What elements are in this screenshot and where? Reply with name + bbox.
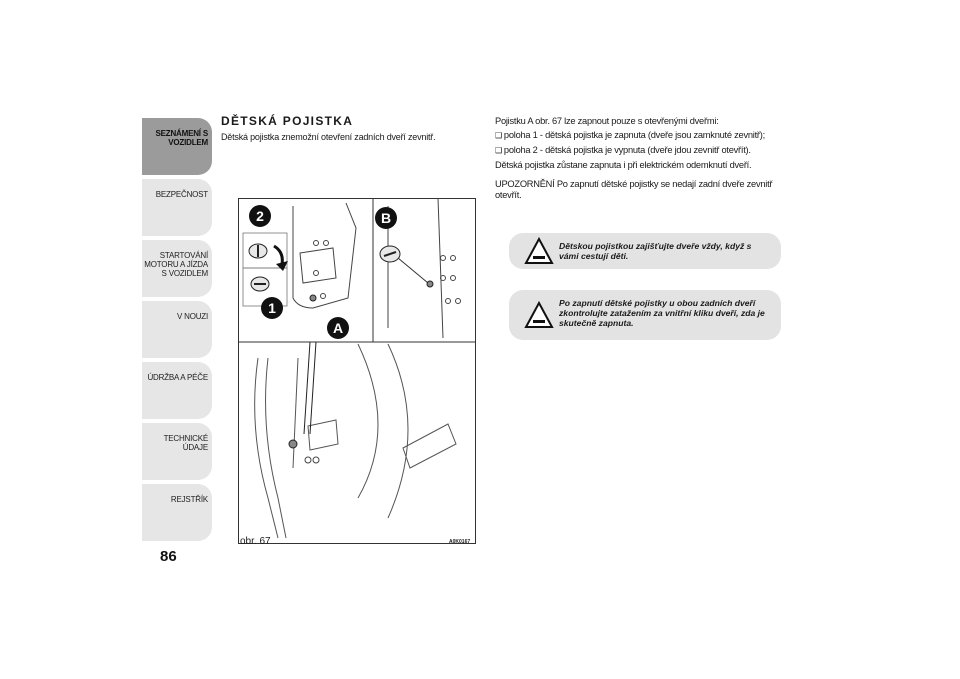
label-1: 1 xyxy=(268,300,276,316)
tab-label: REJSTŘÍK xyxy=(170,495,208,504)
chapter-tabs xyxy=(142,118,212,545)
label-a: A xyxy=(332,320,344,336)
figure-caption: obr. 67 xyxy=(240,536,271,547)
warning-triangle-icon xyxy=(524,301,554,329)
child-lock-figure xyxy=(238,198,476,544)
tab-label: TECHNICKÉ ÚDAJE xyxy=(163,434,208,452)
bullet-item: ❑ poloha 1 - dětská pojistka je zapnuta (dveře jsou zamknuté zevnitř); xyxy=(495,128,795,143)
tab-label: BEZPEČNOST xyxy=(155,190,208,199)
tab-label: ÚDRŽBA A PÉČE xyxy=(147,373,208,382)
tab-udrzba[interactable] xyxy=(142,362,212,419)
tab-technicke-udaje[interactable] xyxy=(142,423,212,480)
label-b: B xyxy=(380,210,392,226)
bullet-item: ❑ poloha 2 - dětská pojistka je vypnuta (dveře jdou zevnitř otevřít). xyxy=(495,143,795,158)
tab-v-nouzi[interactable] xyxy=(142,301,212,358)
tab-seznameni[interactable] xyxy=(142,118,212,175)
paragraph: Dětská pojistka zůstane zapnuta i při elektrickém odemknutí dveří. xyxy=(495,160,752,170)
section-intro: Dětská pojistka znemožní otevření zadních dveří zevnitř. xyxy=(221,132,436,142)
tab-startovani[interactable] xyxy=(142,240,212,297)
tab-label: SEZNÁMENÍ S VOZIDLEM xyxy=(155,129,208,147)
warning-triangle-icon xyxy=(524,237,554,265)
paragraph: UPOZORNĚNÍ Po zapnutí dětské pojistky se nedají zadní dveře zevnitř otevřít. xyxy=(495,179,773,200)
section-title: DĚTSKÁ POJISTKA xyxy=(221,114,354,128)
page-number: 86 xyxy=(160,548,177,565)
warning-text: Dětskou pojistkou zajišťujte dveře vždy, když s vámi cestují děti. xyxy=(559,241,752,261)
warning-box xyxy=(509,233,781,269)
tab-bezpecnost[interactable] xyxy=(142,179,212,236)
paragraph: Pojistku A obr. 67 lze zapnout pouze s otevřenými dveřmi: xyxy=(495,116,719,126)
tab-label: V NOUZI xyxy=(176,312,208,321)
tab-rejstrik[interactable] xyxy=(142,484,212,541)
body-text xyxy=(495,114,795,201)
warning-text: Po zapnutí dětské pojistky u obou zadních dveří zkontrolujte zatažením za vnitřní kliku dveří, zda je skutečně zapnuta. xyxy=(559,298,765,328)
warning-box xyxy=(509,290,781,340)
tab-label: STARTOVÁNÍ MOTORU A JÍZDA S VOZIDLEM xyxy=(144,251,208,278)
label-2: 2 xyxy=(256,208,264,224)
figure-code: A0K0167 xyxy=(449,539,471,545)
